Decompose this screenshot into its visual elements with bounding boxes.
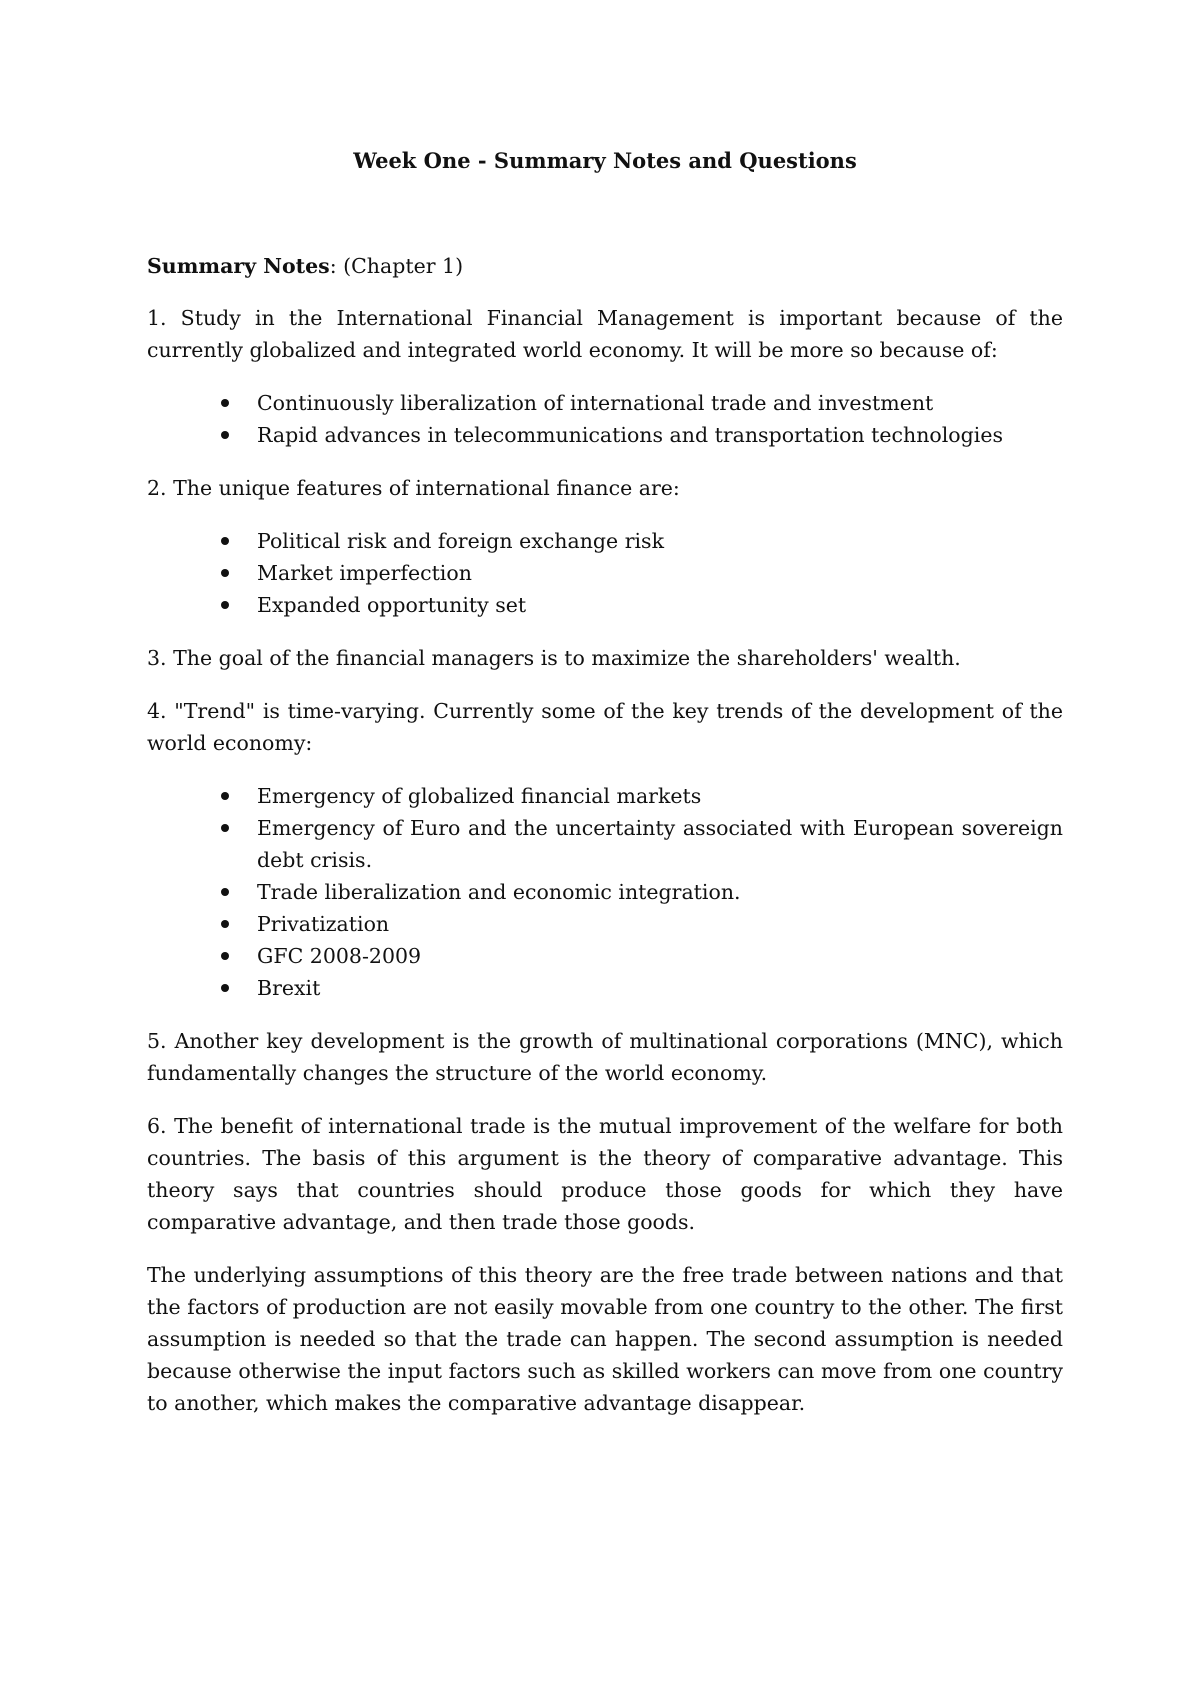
list-item: Brexit [257,972,1063,1004]
document-body [147,302,1063,1440]
section-heading-rest: : (Chapter 1) [329,254,464,278]
section-heading [147,250,463,282]
list-item: Trade liberalization and economic integration. [257,876,1063,908]
section-heading-bold: Summary Notes [147,254,330,278]
paragraph-6: 6. The benefit of international trade is the mutual improvement of the welfare for both countries. The basis of this argument is the theory of comparative advantage. This theory says that countries should produce those goods for which they have comparative advantage, and then trade those goods. [147,1114,1063,1234]
list-item: Emergency of Euro and the uncertainty associated with European sovereign debt crisis. [257,812,1063,876]
page-title: Week One - Summary Notes and Questions [353,148,857,173]
list-item: GFC 2008-2009 [257,940,1063,972]
bullet-list-3 [147,780,1063,1004]
list-item: Continuously liberalization of international trade and investment [257,387,1063,419]
list-item: Expanded opportunity set [257,589,1063,621]
bullet-list-1 [147,387,1063,451]
list-item: Privatization [257,908,1063,940]
bullet-list-2 [147,525,1063,621]
paragraph-1: 1. Study in the International Financial Management is important because of the currently globalized and integrated world economy. It will be more so because of: [147,306,1063,362]
list-item: Market imperfection [257,557,1063,589]
paragraph-7: The underlying assumptions of this theory are the free trade between nations and that the factors of production are not easily movable from one country to the other. The first assumption is needed so that the trade can happen. The second assumption is needed because otherwise the input factors such as skilled workers can move from one country to another, which makes the comparative advantage disappear. [147,1263,1063,1415]
paragraph-5: 5. Another key development is the growth of multinational corporations (MNC), which fundamentally changes the structure of the world economy. [147,1029,1063,1085]
list-item: Political risk and foreign exchange risk [257,525,1063,557]
list-item: Emergency of globalized financial markets [257,780,1063,812]
paragraph-2: 2. The unique features of international finance are: [147,476,680,500]
paragraph-3: 3. The goal of the financial managers is to maximize the shareholders' wealth. [147,646,961,670]
paragraph-4: 4. "Trend" is time-varying. Currently some of the key trends of the development of the world economy: [147,699,1063,755]
list-item: Rapid advances in telecommunications and transportation technologies [257,419,1063,451]
